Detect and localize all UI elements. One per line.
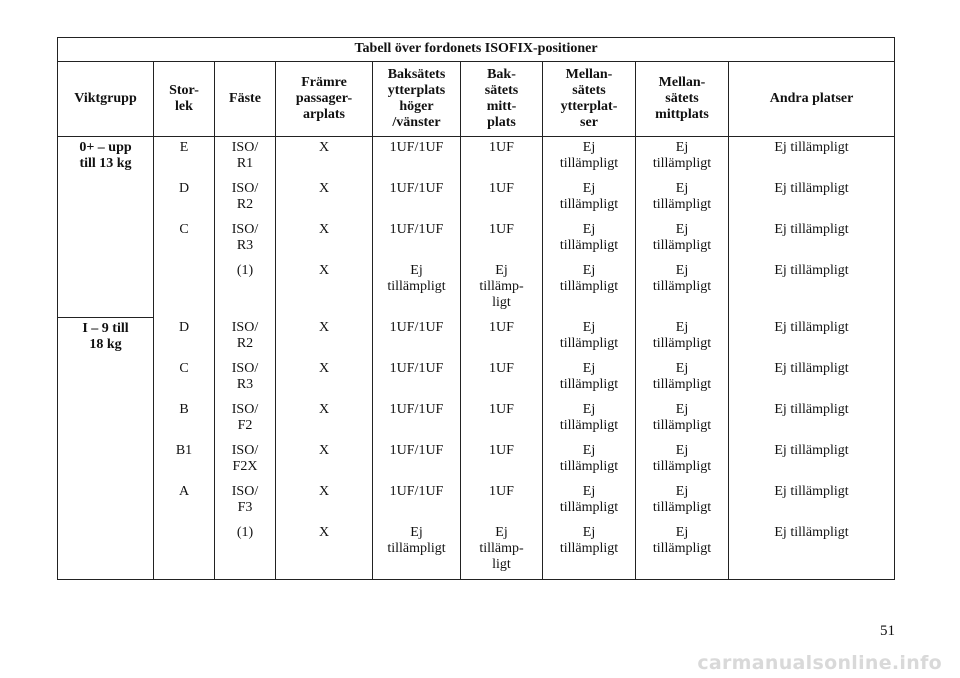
other-seats-cell: Ej tillämpligt bbox=[729, 260, 895, 317]
rear-middle-cell: 1UF bbox=[461, 137, 543, 179]
front-seat-cell: X bbox=[276, 399, 373, 440]
table-row bbox=[58, 219, 895, 260]
middle-middle-cell: Ej tillämpligt bbox=[636, 358, 729, 399]
middle-middle-cell: Ej tillämpligt bbox=[636, 440, 729, 481]
middle-outer-cell: Ej tillämpligt bbox=[543, 440, 636, 481]
size-cell: D bbox=[154, 317, 215, 358]
other-seats-cell: Ej tillämpligt bbox=[729, 399, 895, 440]
rear-middle-cell: 1UF bbox=[461, 481, 543, 522]
front-seat-cell: X bbox=[276, 481, 373, 522]
other-seats-cell: Ej tillämpligt bbox=[729, 481, 895, 522]
middle-middle-cell: Ej tillämpligt bbox=[636, 481, 729, 522]
fixture-cell: ISO/ R2 bbox=[215, 317, 276, 358]
rear-middle-cell: Ej tillämp- ligt bbox=[461, 260, 543, 317]
front-seat-cell: X bbox=[276, 440, 373, 481]
column-header: Baksätets ytterplats höger /vänster bbox=[373, 62, 461, 137]
other-seats-cell: Ej tillämpligt bbox=[729, 178, 895, 219]
size-cell: B bbox=[154, 399, 215, 440]
rear-middle-cell: 1UF bbox=[461, 219, 543, 260]
column-header: Fäste bbox=[215, 62, 276, 137]
middle-outer-cell: Ej tillämpligt bbox=[543, 137, 636, 179]
front-seat-cell: X bbox=[276, 260, 373, 317]
front-seat-cell: X bbox=[276, 178, 373, 219]
other-seats-cell: Ej tillämpligt bbox=[729, 522, 895, 580]
middle-middle-cell: Ej tillämpligt bbox=[636, 137, 729, 179]
column-header: Främre passager- arplats bbox=[276, 62, 373, 137]
isofix-table bbox=[57, 37, 895, 580]
rear-outer-cell: 1UF/1UF bbox=[373, 317, 461, 358]
middle-middle-cell: Ej tillämpligt bbox=[636, 260, 729, 317]
front-seat-cell: X bbox=[276, 522, 373, 580]
other-seats-cell: Ej tillämpligt bbox=[729, 358, 895, 399]
fixture-cell: ISO/ F3 bbox=[215, 481, 276, 522]
rear-outer-cell: 1UF/1UF bbox=[373, 137, 461, 179]
middle-outer-cell: Ej tillämpligt bbox=[543, 481, 636, 522]
fixture-cell: (1) bbox=[215, 522, 276, 580]
rear-middle-cell: 1UF bbox=[461, 317, 543, 358]
middle-middle-cell: Ej tillämpligt bbox=[636, 178, 729, 219]
table-body bbox=[58, 137, 895, 580]
rear-outer-cell: 1UF/1UF bbox=[373, 399, 461, 440]
other-seats-cell: Ej tillämpligt bbox=[729, 219, 895, 260]
page-number: 51 bbox=[880, 623, 895, 639]
middle-outer-cell: Ej tillämpligt bbox=[543, 219, 636, 260]
weight-group-cell: I – 9 till 18 kg bbox=[58, 317, 154, 580]
rear-middle-cell: 1UF bbox=[461, 178, 543, 219]
fixture-cell: ISO/ R2 bbox=[215, 178, 276, 219]
table-row bbox=[58, 137, 895, 179]
table-row bbox=[58, 481, 895, 522]
weight-group-cell: 0+ – upp till 13 kg bbox=[58, 137, 154, 318]
table-row bbox=[58, 317, 895, 358]
rear-middle-cell: Ej tillämp- ligt bbox=[461, 522, 543, 580]
table-title: Tabell över fordonets ISOFIX-positioner bbox=[58, 38, 895, 62]
size-cell: B1 bbox=[154, 440, 215, 481]
size-cell: E bbox=[154, 137, 215, 179]
column-header: Stor- lek bbox=[154, 62, 215, 137]
other-seats-cell: Ej tillämpligt bbox=[729, 317, 895, 358]
rear-outer-cell: 1UF/1UF bbox=[373, 178, 461, 219]
size-cell: C bbox=[154, 219, 215, 260]
fixture-cell: ISO/ R3 bbox=[215, 358, 276, 399]
middle-outer-cell: Ej tillämpligt bbox=[543, 358, 636, 399]
table-row bbox=[58, 399, 895, 440]
middle-middle-cell: Ej tillämpligt bbox=[636, 399, 729, 440]
size-cell: D bbox=[154, 178, 215, 219]
table-row bbox=[58, 178, 895, 219]
rear-outer-cell: Ej tillämpligt bbox=[373, 260, 461, 317]
column-header: Andra platser bbox=[729, 62, 895, 137]
table-header-row bbox=[58, 62, 895, 137]
middle-outer-cell: Ej tillämpligt bbox=[543, 178, 636, 219]
column-header: Mellan- sätets ytterplat- ser bbox=[543, 62, 636, 137]
fixture-cell: ISO/ R1 bbox=[215, 137, 276, 179]
middle-outer-cell: Ej tillämpligt bbox=[543, 260, 636, 317]
rear-middle-cell: 1UF bbox=[461, 358, 543, 399]
fixture-cell: ISO/ F2X bbox=[215, 440, 276, 481]
front-seat-cell: X bbox=[276, 358, 373, 399]
rear-middle-cell: 1UF bbox=[461, 399, 543, 440]
other-seats-cell: Ej tillämpligt bbox=[729, 137, 895, 179]
rear-outer-cell: 1UF/1UF bbox=[373, 358, 461, 399]
front-seat-cell: X bbox=[276, 137, 373, 179]
fixture-cell: (1) bbox=[215, 260, 276, 317]
rear-outer-cell: 1UF/1UF bbox=[373, 440, 461, 481]
column-header: Viktgrupp bbox=[58, 62, 154, 137]
table-row bbox=[58, 260, 895, 317]
rear-middle-cell: 1UF bbox=[461, 440, 543, 481]
table-row bbox=[58, 358, 895, 399]
size-cell: A bbox=[154, 481, 215, 522]
rear-outer-cell: 1UF/1UF bbox=[373, 481, 461, 522]
fixture-cell: ISO/ F2 bbox=[215, 399, 276, 440]
other-seats-cell: Ej tillämpligt bbox=[729, 440, 895, 481]
table-row bbox=[58, 440, 895, 481]
front-seat-cell: X bbox=[276, 317, 373, 358]
front-seat-cell: X bbox=[276, 219, 373, 260]
rear-outer-cell: Ej tillämpligt bbox=[373, 522, 461, 580]
fixture-cell: ISO/ R3 bbox=[215, 219, 276, 260]
middle-middle-cell: Ej tillämpligt bbox=[636, 317, 729, 358]
middle-outer-cell: Ej tillämpligt bbox=[543, 522, 636, 580]
column-header: Mellan- sätets mittplats bbox=[636, 62, 729, 137]
middle-middle-cell: Ej tillämpligt bbox=[636, 522, 729, 580]
rear-outer-cell: 1UF/1UF bbox=[373, 219, 461, 260]
size-cell: C bbox=[154, 358, 215, 399]
table-row bbox=[58, 522, 895, 580]
middle-outer-cell: Ej tillämpligt bbox=[543, 317, 636, 358]
middle-middle-cell: Ej tillämpligt bbox=[636, 219, 729, 260]
size-cell bbox=[154, 522, 215, 580]
size-cell bbox=[154, 260, 215, 317]
middle-outer-cell: Ej tillämpligt bbox=[543, 399, 636, 440]
watermark-text: carmanualsonline.info bbox=[697, 652, 942, 674]
column-header: Bak- sätets mitt- plats bbox=[461, 62, 543, 137]
